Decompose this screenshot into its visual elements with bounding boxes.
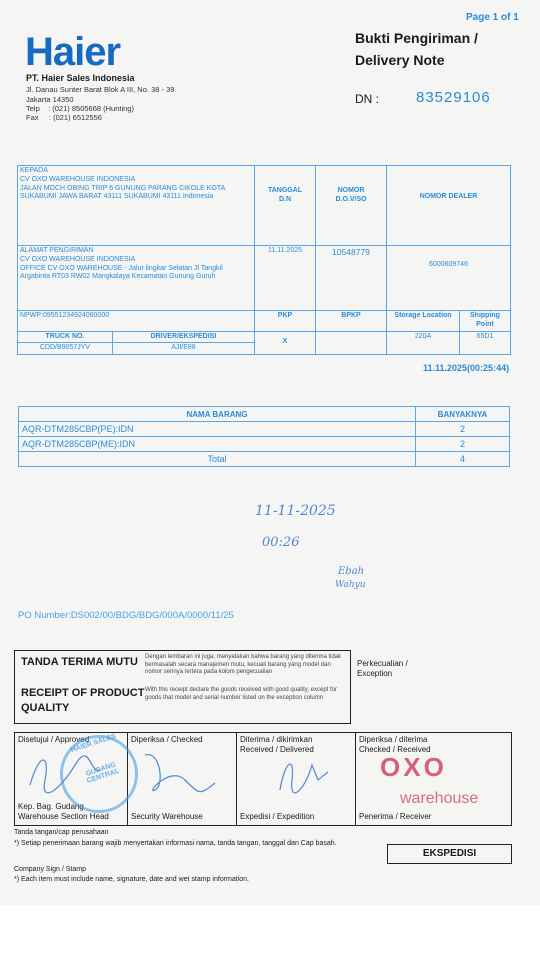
nomor-dealer-header <box>387 166 511 246</box>
dealer-value: 6000609746 <box>429 261 468 268</box>
handwritten-date: 11-11-2025 <box>255 503 336 519</box>
nomor-sub: D.O.V/SO <box>335 195 367 203</box>
company-name: PT. Haier Sales Indonesia <box>26 73 135 83</box>
stamp-text: HAIER SALES <box>70 732 117 755</box>
receipt-title: RECEIPT OF PRODUCT <box>21 687 145 699</box>
total-label: Total <box>19 452 416 467</box>
haier-logo: Haier <box>25 30 121 74</box>
kepada-label: KEPADA <box>20 167 48 174</box>
dn-label: DN : <box>355 92 379 106</box>
kepada-line: SUKABUMI JAWA BARAT 43111 SUKABUMI 43111 Indonesia <box>20 193 214 201</box>
footer-line: *) Setiap penerimaan barang wajib menyertakan informasi nama, tanda tangan, tanggal dan Cap basah. <box>14 840 337 847</box>
truck-value: CDD/B9057JYV <box>18 343 112 354</box>
handwritten-note: Wahyu <box>335 580 366 590</box>
page-number: Page 1 of 1 <box>466 12 519 23</box>
oxo-stamp-logo: OXO <box>380 752 447 782</box>
doc-title: Bukti Pengiriman / <box>355 30 478 46</box>
divider <box>236 732 237 825</box>
po-number: PO Number:DS002/00/BDG/BDG/000A/0000/11/25 <box>18 610 234 621</box>
storage-location-label: Storage Location <box>387 311 460 332</box>
alamat-cell <box>18 246 255 311</box>
print-timestamp: 11.11.2025(00:25:44) <box>423 363 510 373</box>
nomor-header <box>316 166 387 246</box>
nomor-label: NOMOR <box>337 187 365 194</box>
delivery-info-table <box>17 165 511 355</box>
nomor-value: 10548779 <box>316 246 387 311</box>
footer-line: Company Sign / Stamp <box>14 866 86 873</box>
divider <box>355 732 356 825</box>
sig-checked-title: Security Warehouse <box>131 812 203 821</box>
checked-signature <box>140 745 220 800</box>
oxo-stamp-text: warehouse <box>400 790 479 807</box>
delivered-signature <box>270 750 340 800</box>
alamat-line: CV OXO WAREHOUSE INDONESIA <box>20 255 136 263</box>
receipt-title-2: QUALITY <box>21 702 70 714</box>
sig-received-label-2: Checked / Received <box>359 745 431 754</box>
truck-driver-header <box>18 331 255 343</box>
col-nama-barang: NAMA BARANG <box>19 407 416 422</box>
sig-delivered-label-2: Received / Delivered <box>240 745 314 754</box>
ekspedisi-box: EKSPEDISI <box>387 844 512 864</box>
total-value: 4 <box>416 452 510 467</box>
handwritten-note: Ebah <box>338 566 365 577</box>
col-banyaknya: BANYAKNYA <box>416 407 510 422</box>
nomor-dealer-label: NOMOR DEALER <box>419 193 478 200</box>
sig-expedition-title: Expedisi / Expedition <box>240 812 315 821</box>
footer-line: *) Each item must include name, signature, date and wet stamp information. <box>14 876 250 883</box>
item-name: AQR-DTM285CBP(ME):IDN <box>19 437 416 452</box>
approved-signature <box>20 745 110 800</box>
storage-value: 220A <box>387 331 460 355</box>
item-qty: 2 <box>416 422 510 437</box>
sig-approved-role: Kep. Bag. Gudang <box>18 802 84 811</box>
alamat-label: ALAMAT PENGIRIMAN <box>20 247 94 254</box>
bpkp-value <box>316 331 387 355</box>
tanda-terima-text: Dengan lembaran ini juga, menyatakan bahwa barang yang diterima tidak bermasalah secara manajemen mutu, kecuali barang yang model dan nomor serinya tertera pada kolom pengecualian <box>145 654 342 675</box>
address-line: Jakarta 14350 <box>26 95 74 104</box>
driver-label: DRIVER/EKSPEDISI <box>150 332 217 340</box>
pkp-value: X <box>255 331 316 355</box>
sig-approved-title: Warehouse Section Head <box>18 812 109 821</box>
items-table <box>18 406 510 467</box>
bpkp-label: BPKP <box>316 311 387 332</box>
phone-line: Telp : (021) 8505668 (Hunting) <box>26 104 134 113</box>
footer-line: Tanda tangan/cap perusahaan <box>14 829 109 836</box>
truck-label: TRUCK NO. <box>18 332 112 343</box>
kepada-line: JALAN MOCH OBING TRIP 6 GUNUNG PARANG CIKOLE KOTA <box>20 184 226 192</box>
sig-approved-label: Disetujui / Approved <box>18 735 90 744</box>
stamp-text: GUDANG CENTRAL <box>85 761 121 785</box>
sig-receiver-title: Penerima / Receiver <box>359 812 432 821</box>
table-row <box>19 437 510 452</box>
pkp-label: PKP <box>255 311 316 332</box>
kepada-cell <box>18 166 255 246</box>
truck-driver-values <box>18 343 255 355</box>
alamat-line: OFFICE CV OXO WAREHOUSE - Jalur lingkar Selatan Jl Tangkil <box>20 264 223 272</box>
driver-value: AJI/E88 <box>171 344 196 352</box>
receipt-text: With this receipt declare the goods received with good quality, except for goods that model and serial number listed on the exception column <box>145 687 337 701</box>
tanggal-value: 11.11.2025 <box>255 246 316 311</box>
sig-received-label: Diperiksa / diterima <box>359 735 428 744</box>
tanggal-label: TANGGAL <box>267 187 303 194</box>
shipping-value: 65D1 <box>460 331 511 355</box>
tanda-terima-title: TANDA TERIMA MUTU <box>21 656 138 668</box>
item-qty: 2 <box>416 437 510 452</box>
fax-line: Fax : (021) 6512556 <box>26 113 102 122</box>
kepada-line: CV OXO WAREHOUSE INDONESIA <box>20 175 136 183</box>
tanggal-sub: D.N <box>278 195 292 203</box>
doc-subtitle: Delivery Note <box>355 52 445 68</box>
quality-receipt-box <box>14 650 351 724</box>
alamat-line: Argabinta RT03 RW02 Mangkalaya Kecamatan Gunung Guruh <box>20 273 216 281</box>
address-line: Jl. Danau Sunter Barat Blok A III, No. 38 - 39 <box>26 85 175 94</box>
shipping-point-label: Shipping Point <box>460 311 511 332</box>
tanggal-header <box>255 166 316 246</box>
exception-label: Perkecualian / Exception <box>357 659 408 678</box>
sig-delivered-label: Diterima / dikirimkan <box>240 735 313 744</box>
total-row <box>19 452 510 467</box>
handwritten-time: 00:26 <box>262 535 300 550</box>
npwp: NPWP:09551234924060000 <box>18 311 255 332</box>
dn-number: 83529106 <box>416 89 491 106</box>
item-name: AQR-DTM285CBP(PE):IDN <box>19 422 416 437</box>
table-row <box>19 422 510 437</box>
sig-checked-label: Diperiksa / Checked <box>131 735 203 744</box>
dealer-value-cell <box>387 246 511 311</box>
